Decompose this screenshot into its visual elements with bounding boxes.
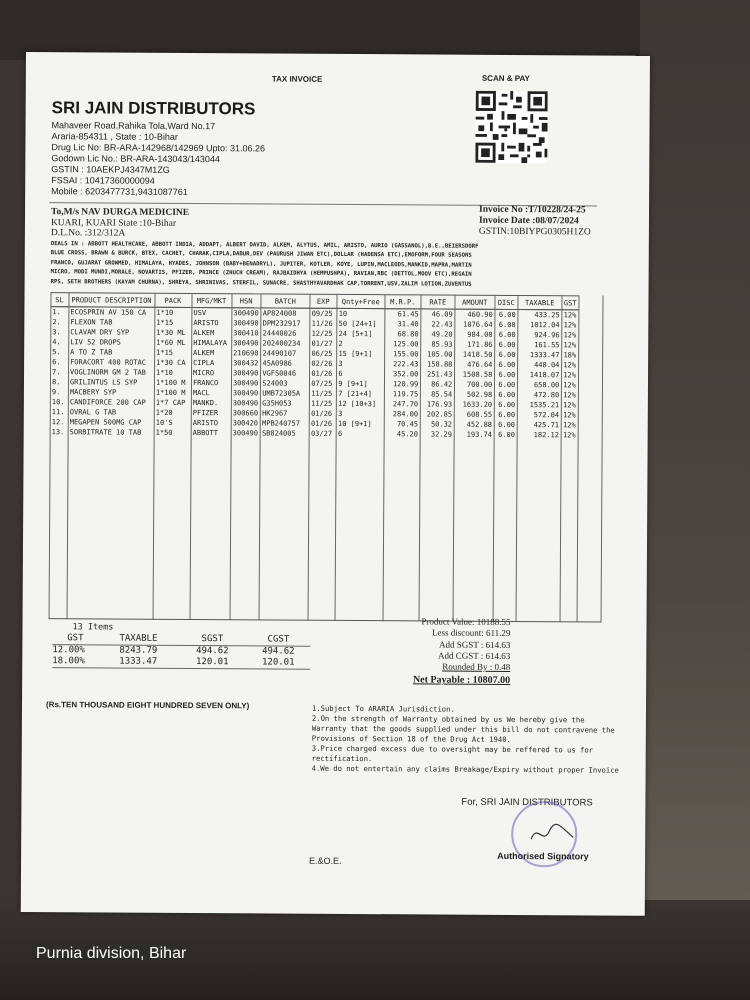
table-cell: 1*15 [156, 348, 174, 357]
term-item: 4.We do not entertain any claims Breakage/Expiry without proper Invoice [311, 763, 619, 775]
table-cell: 85.93 [431, 340, 453, 349]
col-mfg: MFG/MKT [191, 294, 231, 308]
table-cell: 49.20 [431, 330, 453, 339]
table-cell: 300490 [232, 399, 259, 408]
table-cell: 9. [51, 388, 61, 397]
fssai-number: FSSAI : 10417360000094 [51, 175, 155, 186]
table-cell: 222.43 [393, 360, 419, 369]
godown-license: Godown Lic No.: BR-ARA-143043/143044 [51, 153, 220, 165]
table-cell: 11/26 [311, 319, 333, 328]
table-cell: 700.00 [466, 380, 493, 389]
col-batch: BATCH [261, 294, 310, 308]
gst-cgst: 120.01 [261, 657, 295, 668]
table-cell: 300432 [233, 359, 259, 368]
table-cell: 12% [563, 411, 576, 420]
drug-license: Drug Lic No: BR-ARA-142968/142969 Upto: 31.06.26 [51, 142, 266, 154]
less-discount: Less discount: 611.29 [432, 627, 511, 639]
table-cell: VGFS0046 [262, 369, 297, 378]
table-cell: 202400234 [262, 339, 301, 348]
table-cell: 984.00 [467, 330, 493, 339]
table-cell: 45A0986 [262, 359, 292, 368]
table-cell: 6. [52, 358, 61, 367]
table-cell: 12% [562, 431, 576, 440]
product-value: Product Value: 10188.55 [421, 616, 511, 627]
table-cell: 1012.04 [530, 321, 560, 330]
buyer-gstin: GSTIN:10BIYPG0305H1ZO [478, 226, 591, 238]
table-cell: 18% [563, 351, 577, 360]
col-disc: DISC [495, 295, 518, 309]
table-cell: 210690 [233, 349, 259, 358]
address-line: Mahaveer Road,Rahika Tola,Ward No.17 [51, 120, 216, 132]
table-cell: 01/26 [311, 369, 333, 378]
table-cell: 02/26 [311, 359, 333, 368]
invoice-meta [479, 205, 591, 239]
items-table [50, 292, 579, 440]
table-cell: 6 [337, 429, 343, 438]
table-cell: 6.00 [498, 340, 516, 349]
table-cell: 1*30 CA [156, 358, 186, 367]
seller-gstin: GSTIN : 10AEKPJ4347M1ZG [51, 164, 170, 175]
table-cell: 425.71 [533, 421, 560, 430]
table-cell: 193.74 [466, 430, 492, 439]
table-cell: 1*60 ML [156, 338, 186, 347]
table-cell: 300660 [232, 409, 259, 418]
table-cell: 1*15 [156, 318, 174, 327]
table-cell: USV [193, 309, 207, 318]
table-cell: 251.43 [427, 370, 453, 379]
table-cell: 46.09 [431, 310, 453, 319]
table-cell: 300420 [232, 419, 259, 428]
table-cell: 1333.47 [529, 351, 560, 360]
table-cell: 01/26 [311, 409, 333, 418]
table-cell: 12/25 [311, 329, 333, 338]
table-cell: 300490 [232, 379, 259, 388]
table-cell: 24440026 [262, 329, 297, 338]
mobile-number: Mobile : 6203477731,9431087761 [51, 186, 188, 197]
table-cell: 12% [563, 341, 577, 350]
table-cell: 1535.21 [529, 401, 560, 410]
table-cell: 1076.64 [463, 320, 493, 329]
table-cell: 6.00 [498, 430, 515, 439]
table-cell: 452.88 [466, 420, 493, 429]
table-cell: 10'S [155, 418, 173, 427]
gst-taxable: 1333.47 [119, 656, 158, 667]
add-cgst: Add CGST : 614.63 [437, 650, 511, 661]
table-cell: 10 [9+1] [338, 419, 372, 429]
deals-line: MICRO, MODI MUNDI,MORALE, NOVARTIS, PFIZER, PRINCE (ZHUCH CREAM), RAJBAIDHYA (HEMPUSHPA), RAVIAN,RBC (DETTOL,MOOV ETC),REGAIN [50, 269, 472, 278]
table-cell: 10. [51, 398, 65, 407]
table-cell: MEGAPEN 500MG CAP [69, 418, 142, 427]
table-cell: DPM232917 [262, 319, 301, 328]
table-cell: ALKEM [193, 329, 215, 338]
table-cell: MICRO [193, 369, 215, 378]
table-cell: 6.00 [498, 310, 516, 319]
table-cell: 6.00 [498, 360, 516, 369]
terms-block [312, 704, 622, 776]
col-amount: AMOUNT [455, 295, 495, 309]
table-cell: 07/25 [311, 379, 333, 388]
gst-header: TAXABLE [119, 633, 158, 644]
deals-in-block [51, 240, 479, 290]
qr-code [475, 91, 547, 163]
table-cell: 300490 [233, 309, 259, 318]
buyer-block [51, 207, 189, 239]
table-cell: 2. [52, 318, 61, 327]
table-cell: 476.64 [467, 360, 493, 369]
table-cell: OVRAL G TAB [69, 408, 117, 417]
qr-code-graphic [475, 91, 547, 163]
company-address [51, 120, 265, 198]
table-cell: 300490 [233, 369, 259, 378]
net-payable: Net Payable : 10807.00 [412, 674, 511, 687]
col-hsn: HSN [231, 294, 260, 308]
table-cell: 85.54 [431, 390, 453, 399]
table-cell: 1. [52, 308, 61, 317]
table-cell: CANDIFORCE 200 CAP [69, 398, 146, 407]
table-cell: ARISTO [192, 419, 219, 428]
gst-taxable: 8243.79 [119, 645, 158, 656]
table-cell: 608.55 [466, 410, 493, 419]
table-cell: 6.00 [498, 400, 516, 409]
table-cell: SB824005 [261, 429, 296, 438]
table-cell: 01/27 [311, 339, 333, 348]
term-item: 3.Price charged excess due to oversight may be reffered to us for rectification. [311, 743, 594, 764]
table-cell: 300490 [232, 429, 258, 438]
table-cell: 12% [563, 371, 577, 380]
totals-block [410, 616, 510, 686]
invoice-paper [21, 52, 650, 916]
table-cell: 1*100 M [155, 378, 186, 387]
col-sl: SL [50, 293, 68, 307]
deals-line: RPS, SETH BROTHERS (KAYAM CHURNA), SHREYA, SHRINIVAS, STERFIL, SUNACRE, SHASTHYAVARDHAK CAP,TORRENT,USV,ZALIM LOTION,ZUVENTUS [50, 278, 472, 288]
company-name: SRI JAIN DISTRIBUTORS [51, 98, 256, 119]
table-cell: 09/25 [311, 309, 333, 318]
photo-caption: Purnia division, Bihar [36, 945, 187, 962]
signature-mark [527, 819, 577, 849]
table-cell: CLAVAM DRY SYP [70, 328, 130, 337]
invoice-date: Invoice Date :08/07/2024 [478, 215, 579, 227]
table-cell: 50 [24+1] [338, 319, 377, 329]
table-row [50, 427, 578, 440]
table-cell: 300410 [233, 329, 259, 338]
col-product: PRODUCT DESCRIPTION [68, 293, 154, 308]
table-cell: 70.45 [396, 420, 419, 429]
table-cell: 202.85 [426, 410, 453, 419]
table-cell: 300490 [232, 389, 259, 398]
table-cell: 6.00 [498, 410, 516, 419]
table-cell: 472.80 [533, 391, 560, 400]
table-cell: 572.04 [533, 411, 560, 420]
table-cell: 1*20 [155, 408, 173, 417]
table-cell: 13. [51, 428, 65, 437]
table-cell: 176.93 [426, 400, 453, 409]
invoice-number: Invoice No :T/10228/24-25 [479, 204, 586, 216]
col-taxable: TAXABLE [518, 296, 562, 310]
table-cell: 182.12 [533, 431, 559, 440]
term-item: 1.Subject To ARARIA Jurisdiction. [311, 703, 455, 714]
table-cell: VOGLINORM GM 2 TAB [70, 368, 146, 377]
table-cell: 7. [52, 368, 61, 377]
table-cell: 12 [10+3] [338, 399, 377, 409]
table-cell: 9 [9+1] [338, 379, 368, 389]
amount-in-words: (Rs.TEN THOUSAND EIGHT HUNDRED SEVEN ONLY) [45, 700, 250, 711]
table-cell: 6.00 [498, 370, 516, 379]
for-company: For, SRI JAIN DISTRIBUTORS [461, 796, 593, 809]
buyer-address: KUARI, KUARI State :10-Bihar [50, 217, 177, 229]
table-cell: 924.96 [534, 331, 560, 340]
col-gst: GST [562, 296, 579, 310]
table-cell: 8. [51, 378, 61, 387]
deals-line: FRANCO, GUJARAT GROWMED, HIMALAYA, HYADES, JOHNSON (BABY+BENADRYL), JUPITER, KOTLER, KOYE, LUPIN,MACLEODS,MANKID,MAPRA,MARTIN [50, 259, 472, 269]
table-cell: ALKEM [193, 349, 215, 358]
rounded-by: Rounded By : 0.48 [442, 661, 511, 673]
add-sgst: Add SGST : 614.63 [439, 639, 511, 650]
gst-rate: 18.00% [52, 656, 85, 667]
table-cell: SORBITRATE 10 TAB [69, 428, 142, 437]
gst-sgst: 494.62 [196, 646, 229, 657]
table-cell: ECOSPRIN AV 150 CA [70, 308, 147, 317]
table-cell: 12% [563, 311, 577, 320]
table-cell: 6 [338, 369, 343, 378]
table-cell: 161.55 [534, 341, 560, 350]
table-cell: 24490107 [262, 349, 297, 358]
table-cell: 1508.58 [462, 370, 493, 379]
table-cell: 12% [563, 361, 577, 370]
deals-line: BLUE CROSS, BRAWN & BURCK, BTEX, CACHET, CHARAK,CIPLA,DABUR,DEV (PAURUSH JIWAN ETC),DOLLAR (HADENSA ETC),EMOFORM,FOUR SEASONS [50, 250, 472, 260]
table-cell: 1*50 [155, 428, 173, 437]
table-cell: MANKD. [192, 399, 219, 408]
table-cell: 6.00 [498, 380, 516, 389]
table-cell: 247.70 [392, 400, 419, 409]
table-cell: MACL [192, 389, 210, 398]
table-cell: G35H053 [262, 399, 292, 408]
table-cell: 11/25 [311, 399, 333, 408]
col-pack: PACK [154, 293, 191, 307]
table-cell: MPB240757 [262, 419, 300, 428]
table-cell: 12% [563, 331, 577, 340]
table-cell: 433.25 [534, 311, 560, 320]
table-cell: A TO Z TAB [70, 348, 113, 357]
table-cell: 125.00 [393, 340, 419, 349]
table-cell: 24 [5+1] [338, 329, 373, 339]
table-cell: 5. [52, 348, 61, 357]
table-cell: 6.00 [498, 350, 516, 359]
table-cell: 12% [563, 321, 577, 330]
table-cell: 10 [338, 309, 348, 318]
table-cell: 12% [563, 401, 576, 410]
table-cell: ABBOTT [192, 429, 218, 438]
table-cell: AP824008 [262, 309, 297, 318]
table-cell: 12. [51, 418, 65, 427]
table-cell: 15 [9+1] [338, 349, 373, 359]
table-cell: 460.90 [467, 310, 493, 319]
table-cell: 300490 [233, 319, 259, 328]
table-cell: 105.00 [427, 350, 453, 359]
background-right [640, 0, 750, 1000]
gst-header: GST [67, 633, 84, 644]
table-cell: 1*10 [156, 368, 173, 377]
table-cell: 284.00 [392, 410, 419, 419]
errors-omissions-excepted: E.&O.E. [309, 855, 342, 866]
gst-sgst: 120.01 [195, 657, 229, 668]
table-cell: 6.00 [498, 390, 516, 399]
table-cell: ARISTO [193, 319, 219, 328]
table-cell: 86.42 [431, 380, 453, 389]
table-cell: GRILINTUS LS SYP [69, 378, 138, 387]
table-cell: 61.45 [397, 310, 419, 319]
term-item: 2.On the strength of Warranty obtained by us We hereby give the Warranty that the goods supplied under this bill do not contravene the Provisions of Section 18 of the Drug Act 1940. [311, 713, 615, 744]
gst-rate: 12.00% [52, 645, 85, 656]
table-cell: 3 [338, 409, 343, 418]
col-mrp: M.R.P. [385, 295, 421, 309]
table-cell: CIPLA [193, 359, 215, 368]
col-exp: EXP [310, 294, 337, 308]
scan-pay-label: SCAN & PAY [481, 73, 530, 84]
table-cell: S24003 [262, 379, 288, 388]
table-cell: FORACORT 400 ROTAC [70, 358, 146, 367]
table-cell: 1*10 [156, 308, 174, 317]
table-cell: 4. [52, 338, 61, 347]
buyer-name: To,M/s NAV DURGA MEDICINE [50, 207, 190, 218]
table-cell: PFIZER [192, 409, 219, 418]
table-cell: 6.00 [498, 420, 516, 429]
table-cell: 502.98 [466, 390, 493, 399]
table-cell: 171.86 [467, 340, 493, 349]
table-cell: 1*30 ML [156, 328, 186, 337]
table-cell: FLEXON TAB [70, 318, 113, 327]
table-cell: 12% [563, 381, 576, 390]
col-rate: RATE [421, 295, 455, 309]
table-cell: 01/26 [311, 419, 333, 428]
table-cell: 6.00 [498, 330, 516, 339]
table-cell: 155.00 [393, 350, 419, 359]
table-cell: 120.99 [392, 380, 419, 389]
gst-header: SGST [201, 634, 224, 645]
table-cell: 7 [21+4] [338, 389, 372, 399]
table-cell: 3 [338, 359, 343, 368]
table-cell: 03/27 [310, 429, 333, 438]
table-cell: 11/25 [311, 389, 333, 398]
table-cell: 32.29 [430, 430, 452, 439]
background-top [0, 0, 750, 60]
gst-row [52, 656, 310, 670]
authorised-signatory: Authorised Signatory [497, 850, 589, 862]
table-cell: 658.00 [533, 381, 560, 390]
table-cell: 448.04 [534, 361, 560, 370]
table-cell: 119.75 [392, 390, 419, 399]
table-cell: 3. [52, 328, 61, 337]
table-cell: 158.88 [427, 360, 453, 369]
table-cell: 6.00 [498, 320, 516, 329]
gst-summary [52, 633, 310, 670]
table-cell: 1418.50 [462, 350, 493, 359]
table-cell: LIV 52 DROPS [70, 338, 121, 347]
table-cell: 300490 [233, 339, 259, 348]
table-cell: UMB72305A [262, 389, 301, 398]
gst-cgst: 494.62 [262, 646, 295, 657]
address-line: Araria-854311 , State : 10-Bihar [51, 131, 178, 142]
table-cell: 50.32 [430, 420, 453, 429]
table-cell: MACBERY SYP [69, 388, 117, 397]
table-cell: 45.20 [396, 430, 418, 439]
table-cell: 12% [563, 421, 576, 430]
table-cell: 1633.20 [462, 400, 493, 409]
table-cell: 1*100 M [155, 388, 186, 397]
buyer-dl: D.L.No. :312/312A [50, 228, 126, 239]
gst-header: CGST [267, 634, 290, 645]
table-cell: 12% [563, 391, 576, 400]
table-cell: HK2967 [262, 409, 288, 418]
table-cell: 06/25 [311, 349, 333, 358]
table-cell: 22.43 [431, 320, 453, 329]
items-count: 13 Items [72, 622, 114, 633]
deals-line: DEALS IN : ABBOTT HEALTHCARE, ABBOTT INDIA, ADDAPT, ALBERT DAVID, ALKEM, ALYTUS, AMIL, ARISTO, AURIO (GASSANOL),B.E.,BEIERSDORF [50, 241, 479, 250]
tax-invoice-label: TAX INVOICE [271, 74, 323, 84]
table-cell: 11. [51, 408, 65, 417]
col-qty: Qnty+Free [337, 294, 385, 308]
table-cell: 31.40 [397, 320, 419, 329]
table-cell: 1*7 CAP [155, 398, 186, 407]
table-cell: 68.80 [397, 330, 419, 339]
table-cell: 1418.07 [529, 371, 560, 380]
table-cell: HIMALAYA [193, 339, 227, 348]
table-cell: FRANCO [192, 379, 219, 388]
table-cell: 352.00 [393, 370, 419, 379]
table-cell: 2 [338, 339, 343, 348]
